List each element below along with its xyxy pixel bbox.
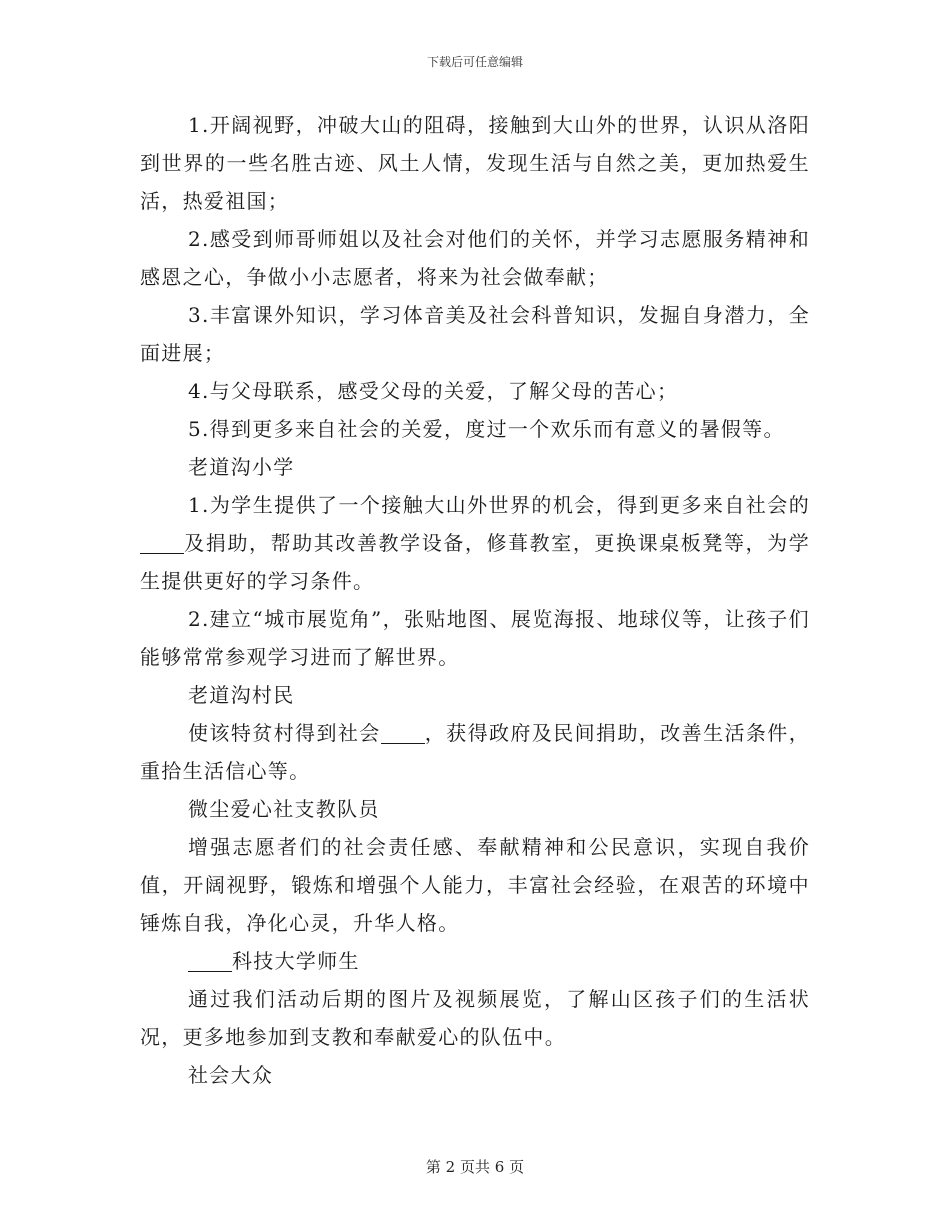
section-heading-university-text: 科技大学师生 (232, 949, 360, 973)
school-paragraph-1-start: 1.为学生提供了一个接触大山外世界的机会，得到更多来自社会的 (188, 493, 810, 517)
document-body (140, 106, 810, 1094)
section-heading-villagers: 老道沟村民 (188, 683, 295, 707)
page-footer: 第 2 页共 6 页 (425, 1158, 525, 1176)
villagers-paragraph (140, 714, 810, 790)
goal-paragraph-4: 4.与父母联系，感受父母的关爱，了解父母的苦心； (188, 379, 679, 403)
goal-paragraph-2: 2.感受到师哥师姐以及社会对他们的关怀，并学习志愿服务精神和感恩之心，争做小小志愿者，将来为社会做奉献； (140, 227, 810, 289)
school-paragraph-1-end: 及捐助，帮助其改善教学设备，修葺教室，更换课桌板凳等，为学生提供更好的学习条件。 (140, 531, 810, 593)
section-heading-public: 社会大众 (188, 1063, 274, 1087)
section-heading-school: 老道沟小学 (188, 455, 295, 479)
fill-blank (188, 949, 232, 972)
section-heading-volunteers: 微尘爱心社支教队员 (188, 797, 380, 821)
fill-blank (140, 531, 184, 554)
goal-paragraph-3: 3.丰富课外知识，学习体音美及社会科普知识，发掘自身潜力，全面进展； (140, 303, 810, 365)
school-paragraph-1 (140, 486, 810, 600)
villagers-paragraph-end: ，获得政府及民间捐助，改善生活条件，重拾生活信心等。 (140, 721, 810, 783)
page-header: 下载后可任意编辑 (426, 55, 523, 69)
volunteers-paragraph: 增强志愿者们的社会责任感、奉献精神和公民意识，实现自我价值，开阔视野，锻炼和增强个人能力，丰富社会经验，在艰苦的环境中锤炼自我，净化心灵，升华人格。 (140, 835, 810, 935)
section-heading-university (140, 942, 810, 980)
villagers-paragraph-start: 使该特贫村得到社会 (188, 721, 381, 745)
goal-paragraph-1: 1.开阔视野，冲破大山的阻碍，接触到大山外的世界，认识从洛阳到世界的一些名胜古迹、风土人情，发现生活与自然之美，更加热爱生活，热爱祖国； (140, 113, 810, 213)
fill-blank (381, 721, 425, 744)
goal-paragraph-5: 5.得到更多来自社会的关爱，度过一个欢乐而有意义的暑假等。 (188, 417, 785, 441)
school-paragraph-2: 2.建立“城市展览角”，张贴地图、展览海报、地球仪等，让孩子们能够常常参观学习进而了解世界。 (140, 607, 810, 669)
university-paragraph: 通过我们活动后期的图片及视频展览，了解山区孩子们的生活状况，更多地参加到支教和奉献爱心的队伍中。 (140, 987, 810, 1049)
